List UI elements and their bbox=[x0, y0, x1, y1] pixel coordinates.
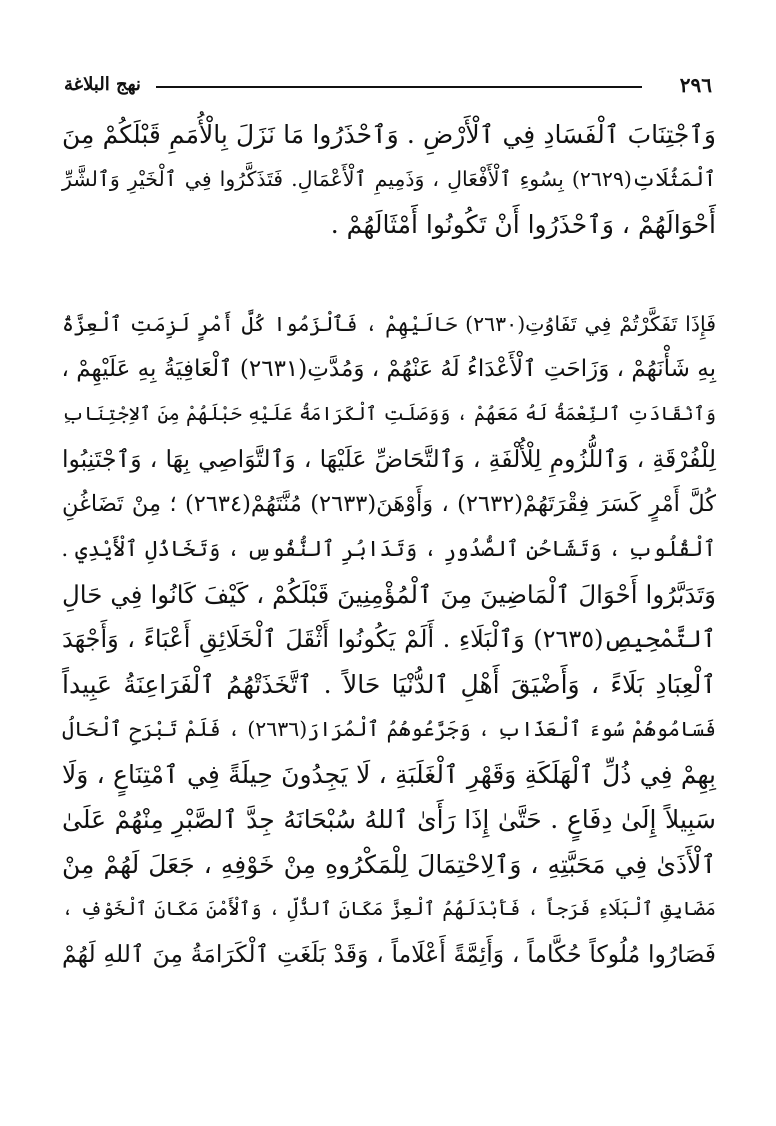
text-line: وَتَدَبَّرُوا أَحْوَالَ ٱلْمَاضِينَ مِنَ ٱلْمُؤْمِنِينَ قَبْلَكُمْ ، كَيْفَ كَانُوا فِي حَالِ bbox=[62, 580, 716, 609]
text-line: فَإِذَا تَفَكَّرْتُمْ فِي تَفَاوُتِ(٢٦٣٠) حَالَيْهِمْ ، فَٱلْزَمُوا كُلَّ أَمْرٍ لَزِمَتِ ٱلْعِزَّةُ bbox=[62, 312, 717, 336]
text-line: مَضَايِقِ ٱلْبَلَاءِ فَرَجاً ، فَأَبْدَلَهُمُ ٱلْعِزَّ مَكَانَ ٱلذُّلِّ ، وَٱلْأَمْنَ مَكَانَ ٱلْخَوْفِ ، bbox=[62, 898, 716, 920]
text-line: أَحْوَالَهُمْ ، وَٱحْذَرُوا أَنْ تَكُونُوا أَمْثَالَهُمْ . bbox=[330, 210, 716, 239]
text-line: بِهِمْ فِي ذُلِّ ٱلْهَلَكَةِ وَقَهْرِ ٱلْغَلَبَةِ ، لَا يَجِدُونَ حِيلَةً فِي ٱمْتِنَاعٍ ، وَلَا bbox=[62, 760, 716, 789]
running-title: نهج البلاغة bbox=[64, 74, 141, 95]
text-line: ٱلْعِبَادِ بَلَاءً ، وَأَضْيَقَ أَهْلِ ٱلدُّنْيَا حَالاً . ٱتَّخَذَتْهُمُ ٱلْفَرَاعِنَةُ عَبِيداً bbox=[62, 670, 716, 699]
text-line: فَسَامُوهُمْ سُوءَ ٱلْعَذَابِ ، وَجَرَّعُوهُمُ ٱلْمُرَارَ(٢٦٣٦) ، فَلَمْ تَبْرَحِ ٱلْحَالُ bbox=[62, 717, 716, 741]
paragraph-2 bbox=[62, 302, 716, 977]
text-line: بِهِ شَأْنَهُمْ ، وَزَاحَتِ ٱلْأَعْدَاءُ لَهُ عَنْهُمْ ، وَمُدَّتِ(٢٦٣١) ٱلْعَافِيَةُ بِهِ عَلَيْهِمْ ، bbox=[61, 356, 716, 382]
text-line: ٱلْمَثُلَاتِ(٢٦٢٩) بِسُوءِ ٱلْأَفْعَالِ ، وَذَمِيمِ ٱلْأَعْمَالِ. فَتَذَكَّرُوا فِي ٱلْخَيْرِ وَٱلشَّرِّ bbox=[62, 167, 716, 191]
page-number: ٢٩٦ bbox=[679, 73, 712, 97]
text-line: وَٱجْتِنَابَ ٱلْفَسَادِ فِي ٱلْأَرْضِ . وَٱحْذَرُوا مَا نَزَلَ بِالْأُمَمِ قَبْلَكُمْ مِنَ bbox=[62, 120, 716, 149]
header-rule bbox=[156, 86, 642, 88]
text-line: ٱلْقُلُوبِ ، وَتَشَاحُنِ ٱلصُّدُورِ ، وَتَدَابُرِ ٱلنُّفُوسِ ، وَتَخَاذُلِ ٱلْأَيْدِي . bbox=[61, 537, 716, 562]
text-line: وَٱنْقَادَتِ ٱلنِّعْمَةُ لَهُ مَعَهُمْ ، وَوَصَلَتِ ٱلْكَرَامَةُ عَلَيْهِ حَبْلَهُمْ مِنَ ٱلاِجْتِنَابِ bbox=[62, 403, 716, 425]
text-line: لِلْفُرْقَةِ ، وَٱللُّزُومِ لِلْأُلْفَةِ ، وَٱلتَّحَاضِّ عَلَيْهَا ، وَٱلتَّوَاصِي بِهَا ، وَٱجْتَنِبُوا bbox=[62, 445, 716, 473]
text-line: سَبِيلاً إِلَىٰ دِفَاعٍ . حَتَّىٰ إِذَا رَأَىٰ ٱللهُ سُبْحَانَهُ جِدَّ ٱلصَّبْرِ مِنْهُمْ عَلَىٰ bbox=[62, 805, 716, 834]
text-line: ٱلْأَذَىٰ فِي مَحَبَّتِهِ ، وَٱلِاحْتِمَالَ لِلْمَكْرُوهِ مِنْ خَوْفِهِ ، جَعَلَ لَهُمْ مِنْ bbox=[62, 850, 716, 879]
text-line: فَصَارُوا مُلُوكاً حُكَّاماً ، وَأَئِمَّةً أَعْلَاماً ، وَقَدْ بَلَغَتِ ٱلْكَرَامَةُ مِنَ ٱللهِ لَهُمْ bbox=[62, 940, 716, 968]
text-line: كُلَّ أَمْرٍ كَسَرَ فِقْرَتَهُمْ(٢٦٣٢) ، وَأَوْهَنَ(٢٦٣٣) مُنَّتَهُمْ(٢٦٣٤) ؛ مِنْ تَضَاغُنِ bbox=[62, 491, 716, 517]
paragraph-1 bbox=[62, 112, 716, 247]
text-line: ٱلتَّمْحِيصِ(٢٦٣٥) وَٱلْبَلَاءِ . أَلَمْ يَكُونُوا أَثْقَلَ ٱلْخَلَائِقِ أَعْبَاءً ، وَأَجْهَدَ bbox=[62, 625, 716, 653]
page-header bbox=[64, 72, 712, 98]
